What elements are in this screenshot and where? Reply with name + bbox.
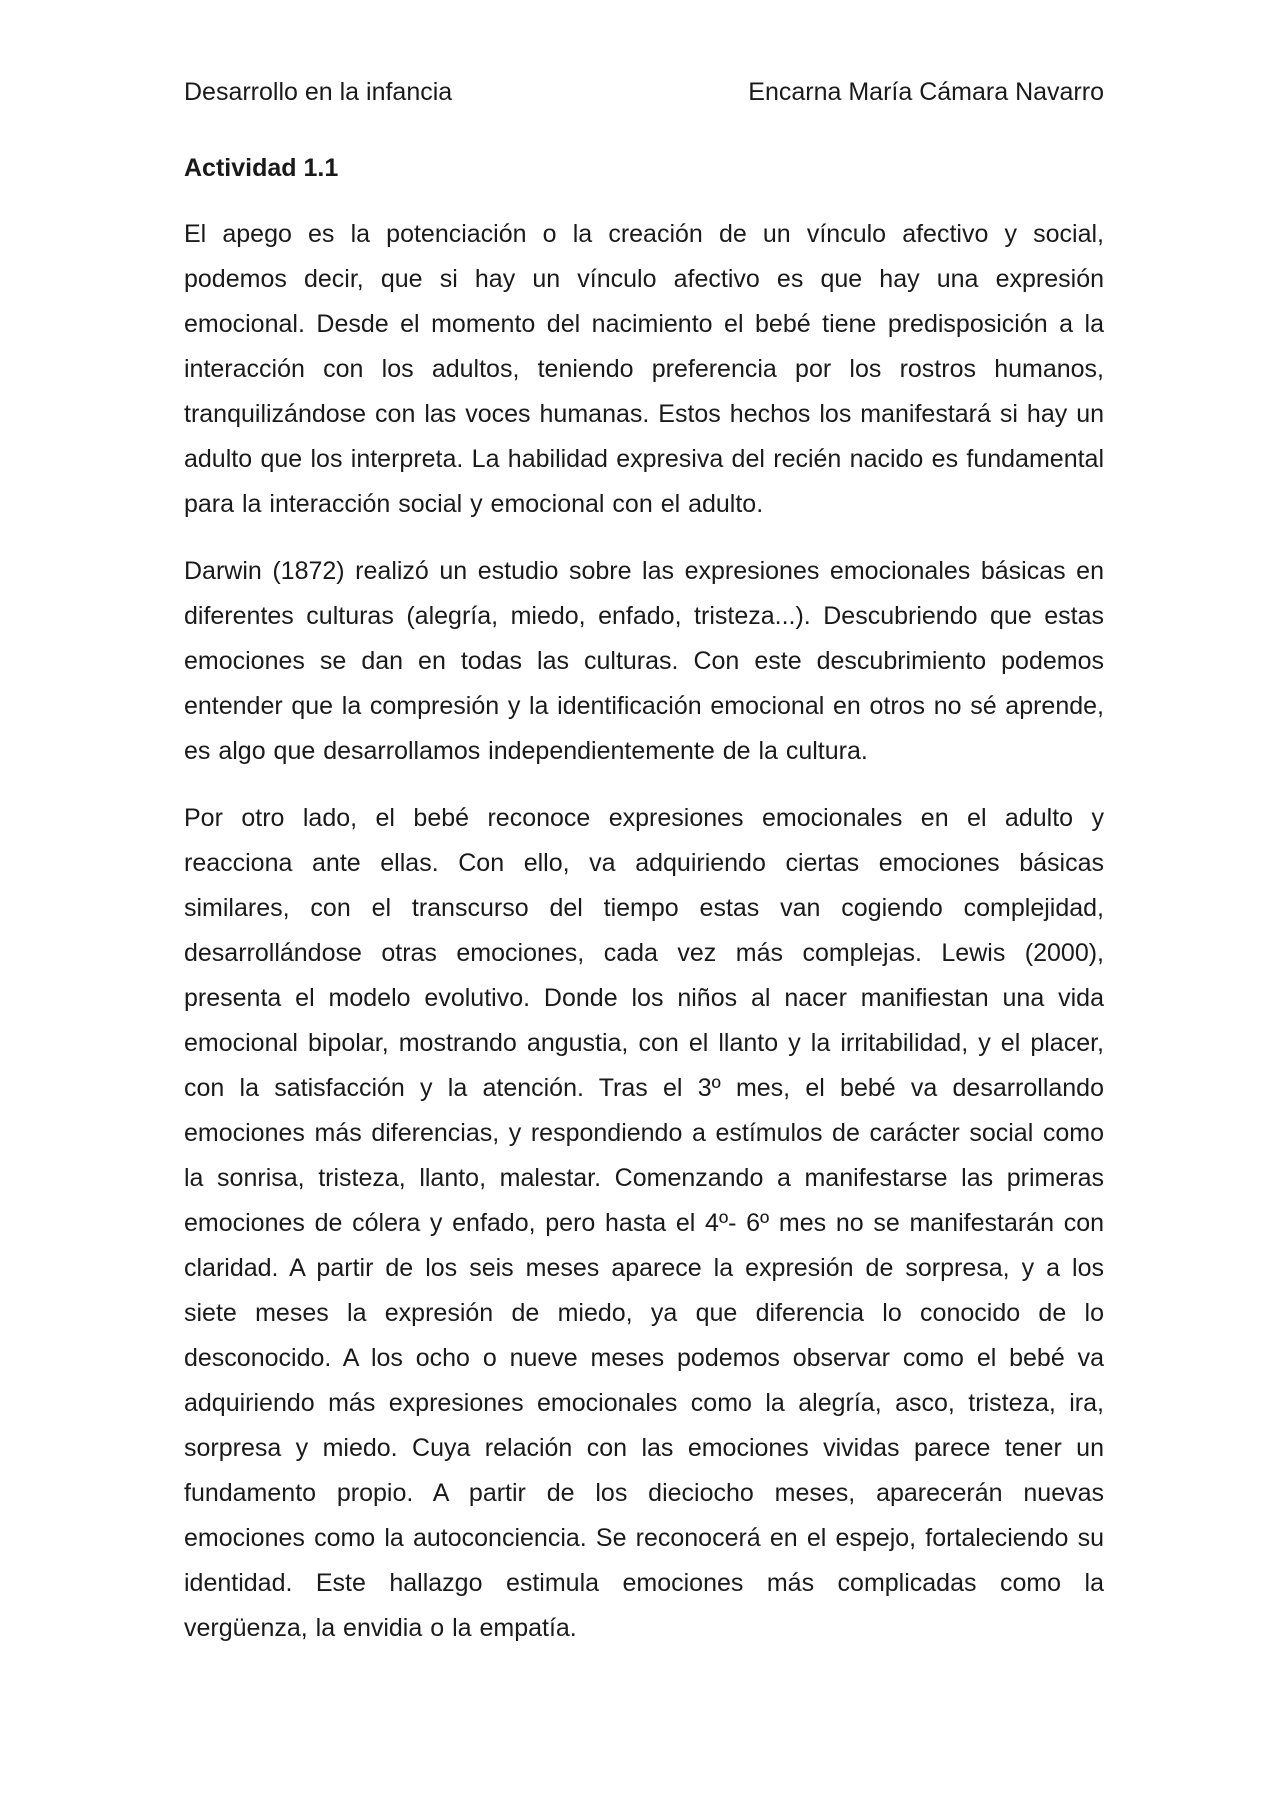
header-subject: Desarrollo en la infancia [184,78,453,106]
activity-heading: Actividad 1.1 [184,154,339,182]
paragraph-lewis-model: Por otro lado, el bebé reconoce expresiones emocionales en el adulto y reacciona ante ellas. Con ello, va adquiriendo ciertas emociones básicas similares, con el transcurso del tiempo estas van cogiendo complejidad, desarrollándose otras emociones, cada vez más complejas. Lewis (2000), presenta el modelo evolutivo. Donde los niños al nacer manifiestan una vida emocional bipolar, mostrando angustia, con el llanto y la irritabilidad, y el placer, con la satisfacción y la atención. Tras el 3º mes, el bebé va desarrollando emociones más diferencias, y respondiendo a estímulos de carácter social como la sonrisa, tristeza, llanto, malestar. Comenzando a manifestarse las primeras emociones de cólera y enfado, pero hasta el 4º- 6º mes no se manifestarán con claridad. A partir de los seis meses aparece la expresión de sorpresa, y a los siete meses la expresión de miedo, ya que diferencia lo conocido de lo desconocido. A los ocho o nueve meses podemos observar como el bebé va adquiriendo más expresiones emocionales como la alegría, asco, tristeza, ira, sorpresa y miedo. Cuya relación con las emociones vividas parece tener un fundamento propio. A partir de los dieciocho meses, aparecerán nuevas emociones como la autoconciencia. Se reconocerá en el espejo, fortaleciendo su identidad. Este hallazgo estimula emociones más complicadas como la vergüenza, la envidia o la empatía. [184,804,1104,1642]
paragraph-attachment: El apego es la potenciación o la creación de un vínculo afectivo y social, podemos decir, que si hay un vínculo afectivo es que hay una expresión emocional. Desde el momento del nacimiento el bebé tiene predisposición a la interacción con los adultos, teniendo preferencia por los rostros humanos, tranquilizándose con las voces humanas. Estos hechos los manifestará si hay un adulto que los interpreta. La habilidad expresiva del recién nacido es fundamental para la interacción social y emocional con el adulto. [184,220,1104,518]
document-body [184,148,1104,1651]
paragraph-darwin: Darwin (1872) realizó un estudio sobre las expresiones emocionales básicas en diferentes culturas (alegría, miedo, enfado, tristeza...). Descubriendo que estas emociones se dan en todas las culturas. Con este descubrimiento podemos entender que la compresión y la identificación emocional en otros no sé aprende, es algo que desarrollamos independientemente de la cultura. [184,557,1104,765]
header-author: Encarna María Cámara Navarro [748,78,1104,106]
page-header [184,72,1104,112]
